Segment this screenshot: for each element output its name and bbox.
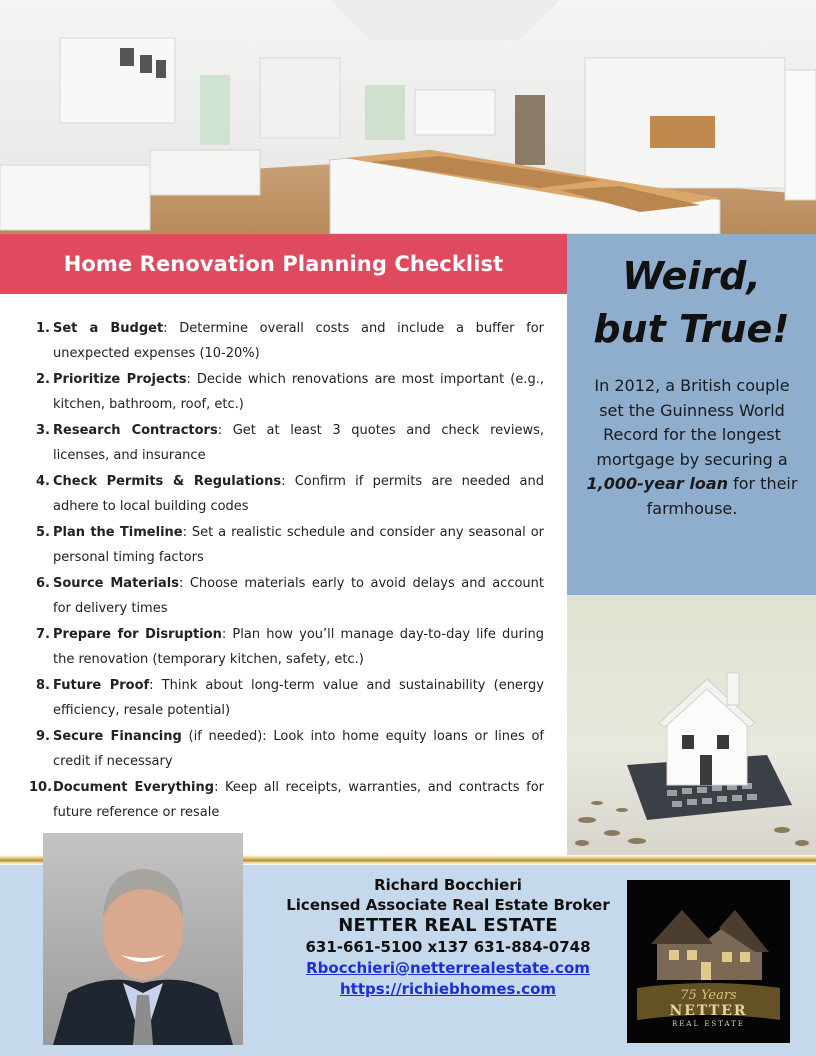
netter-logo	[627, 880, 790, 1043]
logo-sub: REAL ESTATE	[672, 1020, 745, 1028]
checklist-item: 3. Research Contractors: Get at least 3 quotes and check reviews, licenses, and insurance	[36, 423, 544, 463]
logo-years: 75 Years	[680, 988, 737, 1003]
agent-headshot	[43, 833, 243, 1045]
email-link[interactable]: Rbocchieri@netterrealestate.com	[306, 959, 590, 977]
checklist-item: 6. Source Materials: Choose materials early to avoid delays and account for delivery times	[36, 576, 544, 616]
weird-title: Weird, but True!	[593, 254, 790, 351]
checklist-title-banner	[0, 234, 567, 294]
agent-name: Richard Bocchieri	[374, 876, 522, 894]
checklist-item: 7. Prepare for Disruption: Plan how you’ll manage day-to-day life during the renovation (temporary kitchen, safety, etc.)	[36, 627, 544, 667]
house-calculator-photo	[567, 595, 816, 855]
agent-role: Licensed Associate Real Estate Broker	[286, 896, 610, 914]
website-link[interactable]: https://richiebhomes.com	[339, 980, 557, 998]
checklist-item: 5. Plan the Timeline: Set a realistic schedule and consider any seasonal or personal timing factors	[36, 525, 544, 565]
checklist-item: 8. Future Proof: Think about long-term value and sustainability (energy efficiency, resale potential)	[36, 678, 544, 718]
phone-numbers: 631-661-5100 x137 631-884-0748	[305, 938, 591, 956]
contact-info	[268, 876, 628, 1000]
company-name: NETTER REAL ESTATE	[338, 915, 558, 936]
logo-brand: NETTER	[669, 1003, 748, 1019]
checklist-title: Home Renovation Planning Checklist	[63, 252, 504, 276]
checklist-item: 9. Secure Financing (if needed): Look into home equity loans or lines of credit if necessary	[36, 729, 544, 769]
checklist-item: 1. Set a Budget: Determine overall costs and include a buffer for unexpected expenses (10-20%)	[36, 321, 544, 361]
renovation-checklist	[29, 316, 545, 826]
checklist-item: 10. Document Everything: Keep all receipts, warranties, and contracts for future reference or resale	[29, 780, 544, 820]
checklist-item: 2. Prioritize Projects: Decide which renovations are most important (e.g., kitchen, bathroom, roof, etc.)	[36, 372, 545, 412]
weird-but-true-panel	[567, 234, 816, 595]
checklist-item: 4. Check Permits & Regulations: Confirm if permits are needed and adhere to local building codes	[36, 474, 544, 514]
weird-fact: In 2012, a British couple set the Guinness World Record for the longest mortgage by securing a 1,000-year loan for their farmhouse.	[586, 376, 798, 518]
kitchen-renovation-photo	[0, 0, 816, 234]
